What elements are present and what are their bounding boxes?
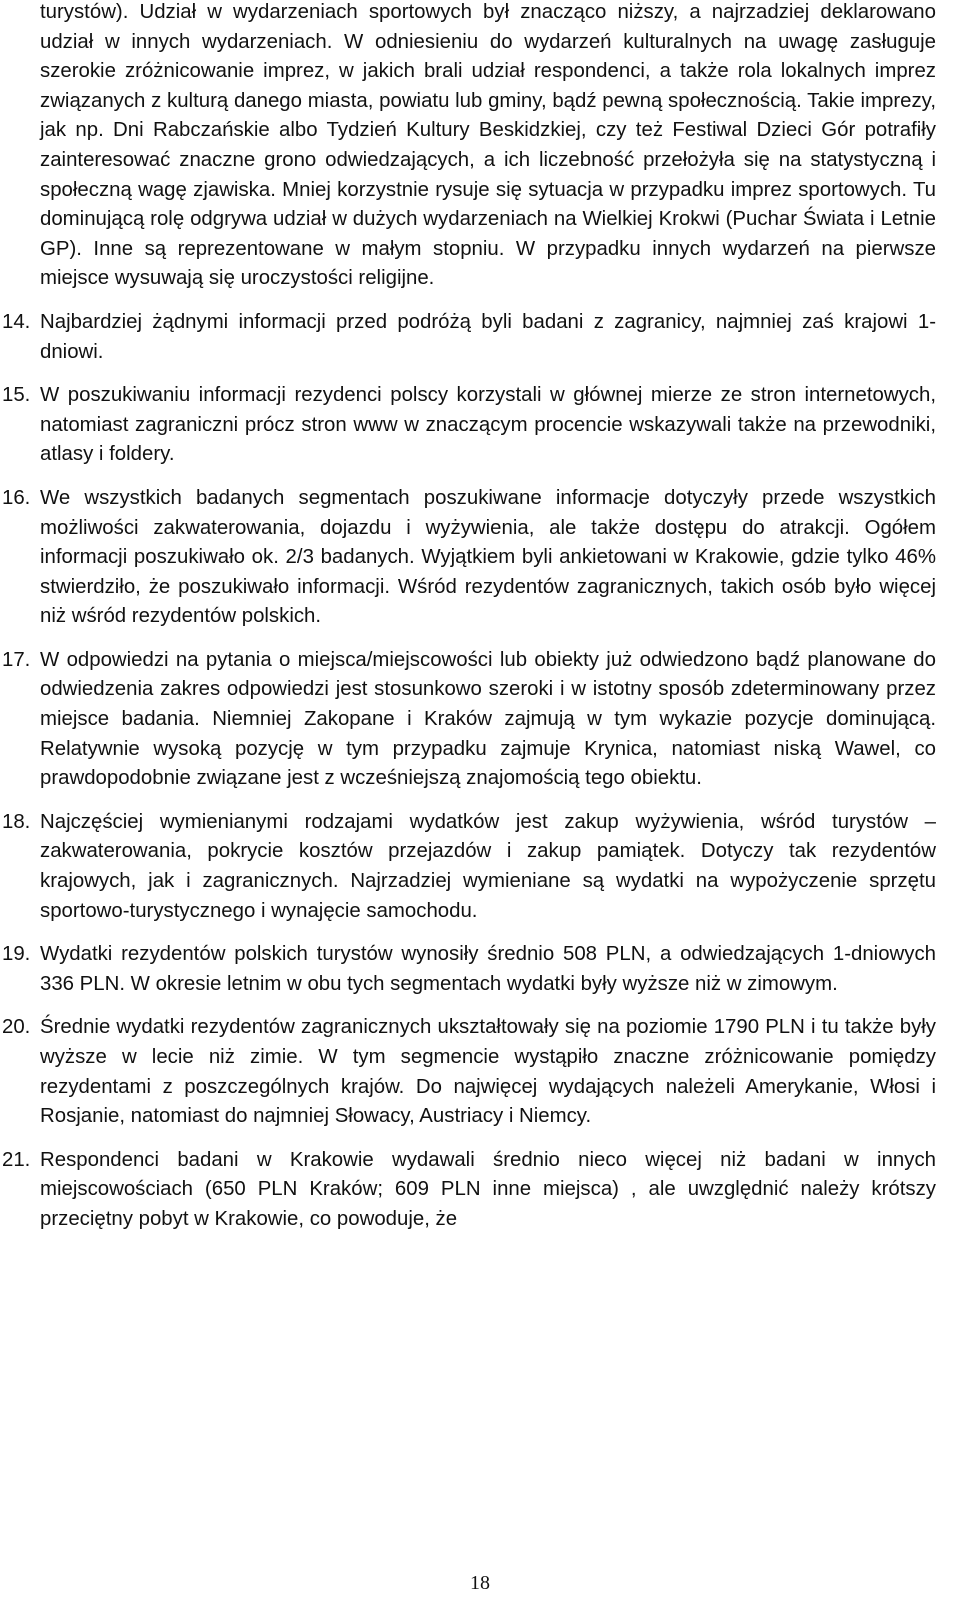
item-text: Najbardziej żądnymi informacji przed podróżą byli badani z zagranicy, najmniej zaś krajowi 1-dniowi.: [40, 310, 936, 363]
list-item: [2, 381, 936, 470]
item-text: We wszystkich badanych segmentach poszukiwane informacje dotyczyły przede wszystkich możliwości zakwaterowania, dojazdu i wyżywienia, ale także dostępu do atrakcji. Ogółem informacji poszukiwało ok. 2/3 badanych. Wyjątkiem byli ankietowani w Krakowie, gdzie tylko 46% stwierdziło, że poszukiwało informacji. Wśród rezydentów zagranicznych, takich osób było więcej niż wśród rezydentów polskich.: [40, 486, 936, 628]
page-number: 18: [470, 1572, 490, 1594]
item-text: W odpowiedzi na pytania o miejsca/miejscowości lub obiekty już odwiedzono bądź planowane do odwiedzenia zakres odpowiedzi jest stosunkowo szeroki i w istotny sposób zdeterminowany przez miejsce badania. Niemniej Zakopane i Kraków zajmują w tym wykazie pozycje dominującą. Relatywnie wysoką pozycję w tym przypadku zajmuje Krynica, natomiast niską Wawel, co prawdopodobnie związane jest z wcześniejszą znajomością tego obiektu.: [40, 648, 936, 790]
item-text: Respondenci badani w Krakowie wydawali średnio nieco więcej niż badani w innych miejscowościach (650 PLN Kraków; 609 PLN inne miejsca) , ale uwzględnić należy krótszy przeciętny pobyt w Krakowie, co powoduje, że: [40, 1148, 936, 1230]
item-number: 15.: [2, 384, 31, 407]
list-item: [2, 484, 936, 632]
item-number: 16.: [2, 486, 31, 509]
item-text: W poszukiwaniu informacji rezydenci polscy korzystali w głównej mierze ze stron internetowych, natomiast zagraniczni prócz stron www w znaczącym procencie wskazywali także na przewodniki, atlasy i foldery.: [40, 384, 936, 466]
list-item: [2, 308, 936, 367]
numbered-list: [2, 308, 936, 1235]
list-item: [2, 808, 936, 926]
document-page: [2, 0, 936, 1235]
item-number: 17.: [2, 648, 31, 671]
list-item: [2, 1146, 936, 1235]
list-item: [2, 1013, 936, 1131]
item-text: Średnie wydatki rezydentów zagranicznych ukształtowały się na poziomie 1790 PLN i tu także były wyższe w lecie niż zimie. W tym segmencie wystąpiło znaczne zróżnicowanie pomiędzy rezydentami z poszczególnych krajów. Do najwięcej wydających należeli Amerykanie, Włosi i Rosjanie, natomiast do najmniej Słowacy, Austriacy i Niemcy.: [40, 1016, 936, 1128]
item-text: Wydatki rezydentów polskich turystów wynosiły średnio 508 PLN, a odwiedzających 1-dniowych 336 PLN. W okresie letnim w obu tych segmentach wydatki były wyższe niż w zimowym.: [40, 943, 936, 995]
list-item: [2, 646, 936, 794]
list-item: [2, 940, 936, 999]
item-number: 21.: [2, 1148, 31, 1171]
intro-paragraph: turystów). Udział w wydarzeniach sportowych był znacząco niższy, a najrzadziej deklarowano udział w innych wydarzeniach. W odniesieniu do wydarzeń kulturalnych na uwagę zasługuje szerokie zróżnicowanie imprez, w jakich brali udział respondenci, a także rola lokalnych imprez związanych z kulturą danego miasta, powiatu lub gminy, bądź pewną społecznością. Takie imprezy, jak np. Dni Rabczańskie albo Tydzień Kultury Beskidzkiej, czy też Festiwal Dzieci Gór potrafiły zainteresować znaczne grono odwiedzających, a ich liczebność przełożyła się na statystyczną i społeczną wagę zjawiska. Mniej korzystnie rysuje się sytuacja w przypadku imprez sportowych. Tu dominującą rolę odgrywa udział w dużych wydarzeniach na Wielkiej Krokwi (Puchar Świata i Letnie GP). Inne są reprezentowane w małym stopniu. W przypadku innych wydarzeń na pierwsze miejsce wysuwają się uroczystości religijne.: [40, 1, 936, 290]
item-text: Najczęściej wymienianymi rodzajami wydatków jest zakup wyżywienia, wśród turystów – zakwaterowania, pokrycie kosztów przejazdów i zakup pamiątek. Dotyczy tak rezydentów krajowych, jak i zagranicznych. Najrzadziej wymieniane są wydatki na wypożyczenie sprzętu sportowo-turystycznego i wynajęcie samochodu.: [40, 810, 936, 922]
item-number: 14.: [2, 310, 31, 333]
item-number: 20.: [2, 1016, 31, 1039]
item-number: 19.: [2, 943, 31, 966]
item-number: 18.: [2, 810, 31, 833]
